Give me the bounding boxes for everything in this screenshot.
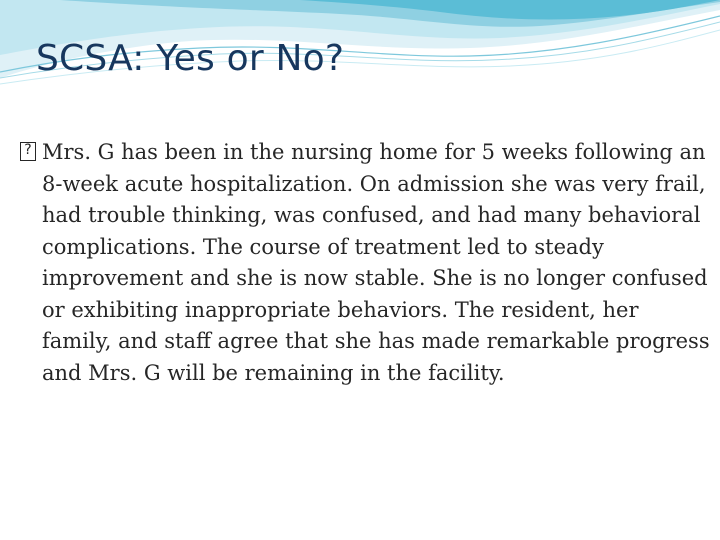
slide-title: SCSA: Yes or No?	[36, 38, 345, 79]
body-content	[20, 137, 710, 389]
bullet-paragraph	[20, 137, 710, 389]
missing-glyph-bullet-icon: ?	[20, 142, 36, 161]
bullet-text: Mrs. G has been in the nursing home for 5 weeks following an 8-week acute hospitalization. On admission she was very frail, had trouble thinking, was confused, and had many behavioral complications. The course of treatment led to steady improvement and she is now stable. She is no longer confused or exhibiting inappropriate behaviors. The resident, her family, and staff agree that she has made remarkable progress and Mrs. G will be remaining in the facility.	[42, 140, 710, 385]
